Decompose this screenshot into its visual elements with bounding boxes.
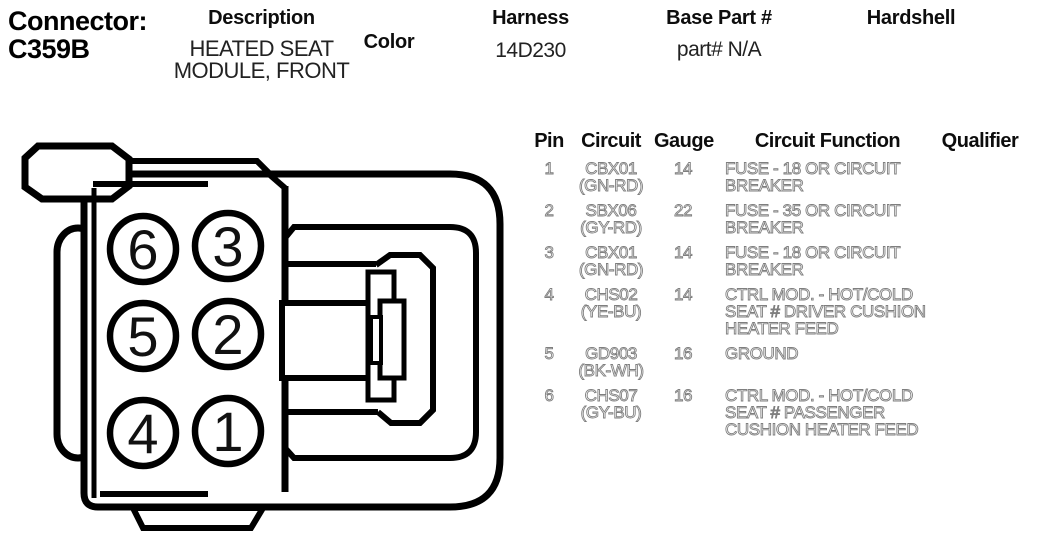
hardshell-label: Hardshell	[866, 7, 956, 29]
latch-tongue	[282, 303, 371, 378]
pin-number-5: 5	[127, 305, 159, 368]
pin-cell: 5	[544, 344, 554, 363]
table-row	[530, 160, 1030, 194]
gauge-cell: 22	[673, 201, 693, 220]
table-row	[530, 286, 1030, 337]
table-row	[530, 345, 1030, 379]
base-part-label: Base Part #	[666, 7, 772, 29]
pin-number-3: 3	[212, 215, 244, 278]
pin-number-2: 2	[212, 303, 244, 366]
gauge-cell: 16	[673, 344, 693, 363]
col-header-qualifier: Qualifier	[941, 130, 1019, 152]
function-cell: CTRL MOD. - HOT/COLD SEAT # DRIVER CUSHION HEATER FEED	[725, 285, 926, 338]
harness-value: 14D230	[495, 39, 566, 62]
description-label: Description	[208, 7, 315, 29]
col-header-gauge: Gauge	[654, 130, 714, 152]
col-header-circuit: Circuit	[581, 130, 641, 152]
pin-number-1: 1	[212, 400, 244, 463]
gauge-cell: 14	[673, 243, 693, 262]
harness-label: Harness	[492, 7, 569, 29]
connector-id: C359B	[8, 34, 90, 64]
gauge-cell: 14	[673, 285, 693, 304]
pin-cell: 4	[544, 285, 554, 304]
base-part-value: part# N/A	[676, 38, 762, 61]
pin-number-4: 4	[127, 402, 159, 465]
pin-cell: 1	[544, 159, 554, 178]
table-header	[530, 130, 1030, 153]
circuit-cell: CHS07 (GY-BU)	[580, 386, 642, 422]
function-cell: GROUND	[725, 344, 799, 363]
color-label: Color	[363, 31, 415, 53]
col-header-pin: Pin	[534, 130, 564, 152]
connector-diagram	[0, 0, 520, 534]
description-value: HEATED SEAT MODULE, FRONT	[173, 36, 350, 83]
pin-cell: 2	[544, 201, 554, 220]
connector-label: Connector:	[8, 6, 147, 36]
function-cell: FUSE - 35 OR CIRCUIT BREAKER	[725, 201, 901, 237]
latch-plate-inner	[380, 301, 404, 378]
function-cell: CTRL MOD. - HOT/COLD SEAT # PASSENGER CUSHION HEATER FEED	[725, 386, 919, 439]
base-part-block	[638, 7, 800, 62]
col-header-circuit-function: Circuit Function	[754, 130, 901, 152]
circuit-cell: SBX06 (GY-RD)	[580, 201, 642, 237]
function-cell: FUSE - 18 OR CIRCUIT BREAKER	[725, 243, 901, 279]
pin-cell: 6	[544, 386, 554, 405]
pin-cell: 3	[544, 243, 554, 262]
table-row	[530, 202, 1030, 236]
pin-number-6: 6	[127, 218, 159, 281]
circuit-cell: CHS02 (YE-BU)	[580, 285, 642, 321]
wire-lead-tab	[25, 146, 129, 199]
circuit-cell: GD903 (BK-WH)	[578, 344, 644, 380]
table-row	[530, 387, 1030, 438]
function-cell: FUSE - 18 OR CIRCUIT BREAKER	[725, 159, 901, 195]
circuit-cell: CBX01 (GN-RD)	[578, 243, 644, 279]
gauge-cell: 16	[673, 386, 693, 405]
table-row	[530, 244, 1030, 278]
connector-bottom-tab	[133, 508, 263, 528]
gauge-cell: 14	[673, 159, 693, 178]
latch-plate-slot	[371, 317, 381, 363]
table-body	[530, 160, 1030, 446]
circuit-cell: CBX01 (GN-RD)	[578, 159, 644, 195]
